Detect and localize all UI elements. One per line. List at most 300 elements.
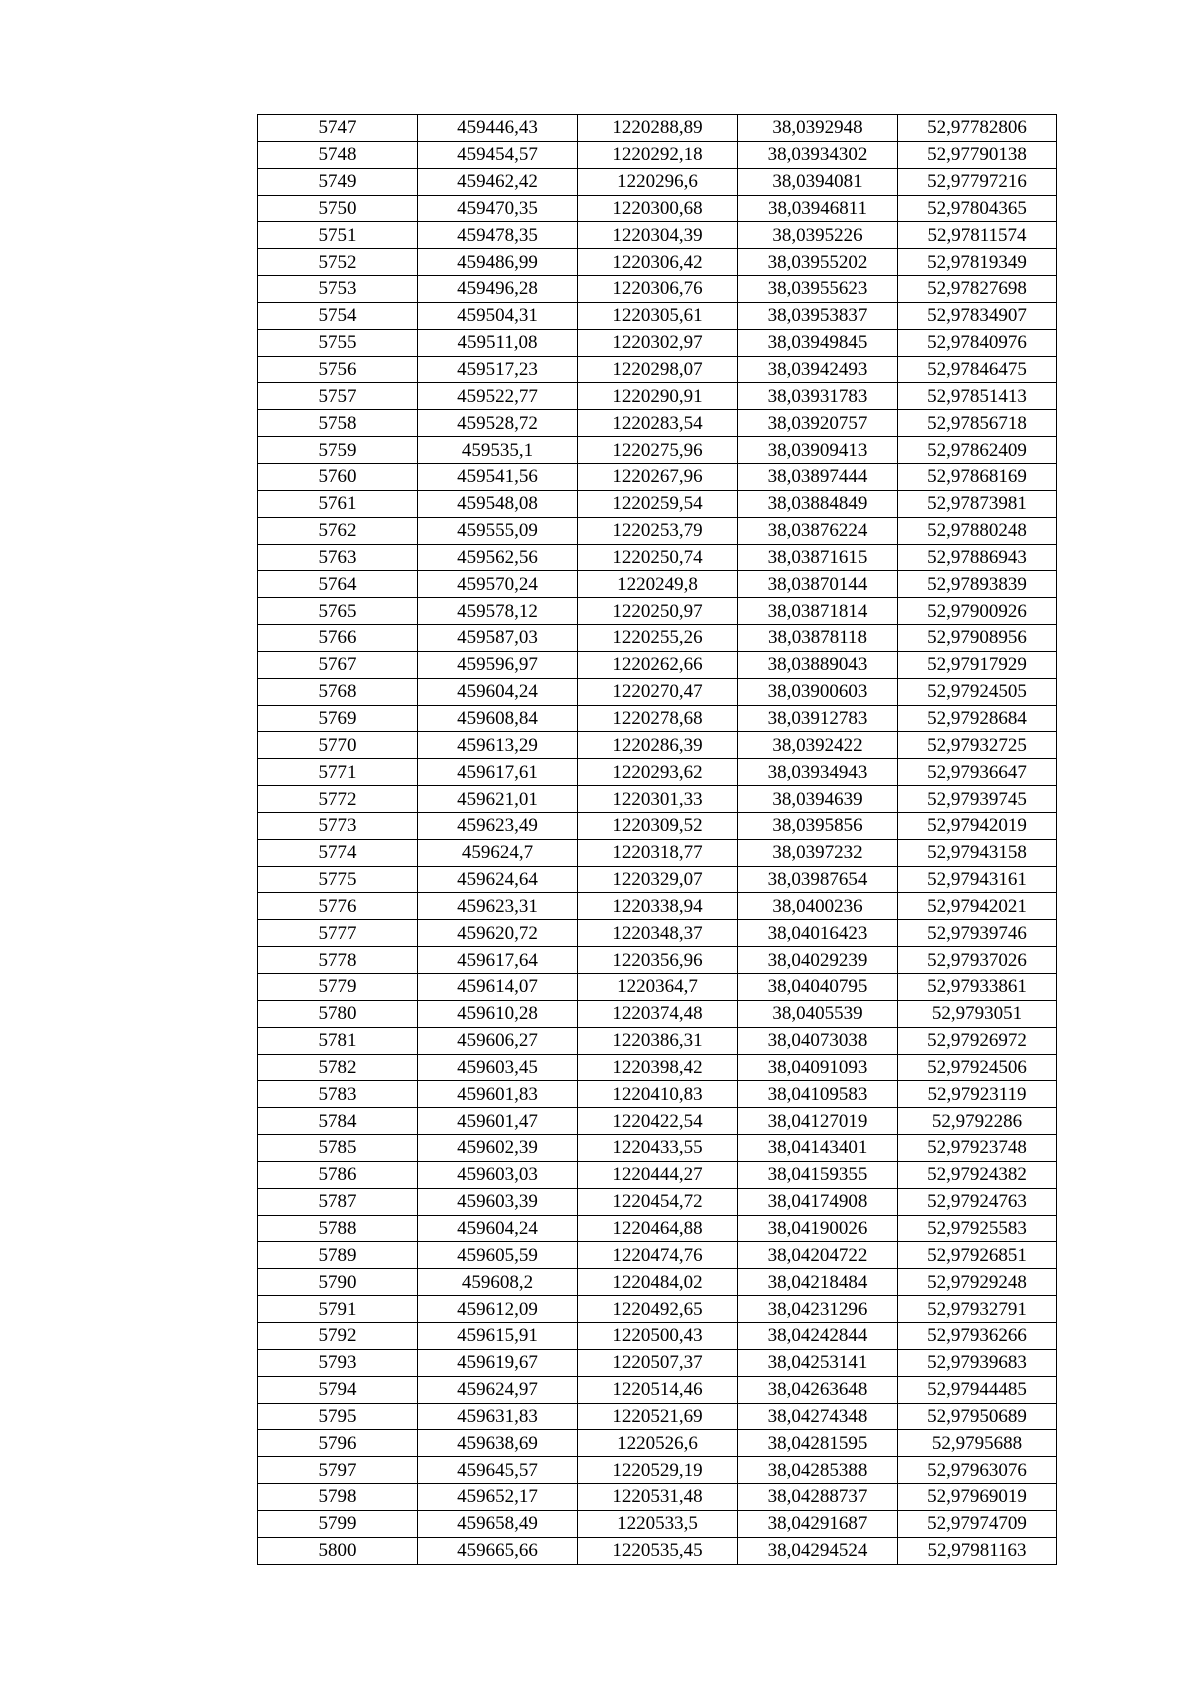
point-number-cell: 5761 xyxy=(258,490,418,517)
table-row xyxy=(258,1269,1057,1296)
table-row xyxy=(258,410,1057,437)
longitude-cell: 38,03912783 xyxy=(738,705,898,732)
x-coordinate-cell: 459621,01 xyxy=(418,786,578,813)
longitude-cell: 38,04291687 xyxy=(738,1510,898,1537)
latitude-cell: 52,9792286 xyxy=(898,1108,1057,1135)
y-coordinate-cell: 1220398,42 xyxy=(578,1054,738,1081)
longitude-cell: 38,0395226 xyxy=(738,222,898,249)
point-number-cell: 5747 xyxy=(258,115,418,142)
longitude-cell: 38,03953837 xyxy=(738,302,898,329)
y-coordinate-cell: 1220293,62 xyxy=(578,759,738,786)
latitude-cell: 52,97963076 xyxy=(898,1457,1057,1484)
table-body xyxy=(258,115,1057,1565)
table-row xyxy=(258,249,1057,276)
y-coordinate-cell: 1220348,37 xyxy=(578,920,738,947)
table-row xyxy=(258,168,1057,195)
table-row xyxy=(258,974,1057,1001)
longitude-cell: 38,04143401 xyxy=(738,1135,898,1162)
y-coordinate-cell: 1220526,6 xyxy=(578,1430,738,1457)
latitude-cell: 52,9793051 xyxy=(898,1000,1057,1027)
longitude-cell: 38,04231296 xyxy=(738,1296,898,1323)
longitude-cell: 38,04040795 xyxy=(738,974,898,1001)
x-coordinate-cell: 459596,97 xyxy=(418,651,578,678)
table-row xyxy=(258,1322,1057,1349)
longitude-cell: 38,04073038 xyxy=(738,1027,898,1054)
x-coordinate-cell: 459548,08 xyxy=(418,490,578,517)
table-row xyxy=(258,1135,1057,1162)
point-number-cell: 5766 xyxy=(258,625,418,652)
x-coordinate-cell: 459624,97 xyxy=(418,1376,578,1403)
table-row xyxy=(258,329,1057,356)
longitude-cell: 38,0397232 xyxy=(738,839,898,866)
point-number-cell: 5768 xyxy=(258,678,418,705)
table-row xyxy=(258,1457,1057,1484)
latitude-cell: 52,97917929 xyxy=(898,651,1057,678)
point-number-cell: 5784 xyxy=(258,1108,418,1135)
x-coordinate-cell: 459612,09 xyxy=(418,1296,578,1323)
y-coordinate-cell: 1220298,07 xyxy=(578,356,738,383)
x-coordinate-cell: 459608,84 xyxy=(418,705,578,732)
latitude-cell: 52,97900926 xyxy=(898,598,1057,625)
table-row xyxy=(258,1349,1057,1376)
table-row xyxy=(258,463,1057,490)
table-row xyxy=(258,302,1057,329)
x-coordinate-cell: 459601,83 xyxy=(418,1081,578,1108)
x-coordinate-cell: 459623,31 xyxy=(418,893,578,920)
y-coordinate-cell: 1220250,97 xyxy=(578,598,738,625)
y-coordinate-cell: 1220464,88 xyxy=(578,1215,738,1242)
longitude-cell: 38,04288737 xyxy=(738,1484,898,1511)
y-coordinate-cell: 1220283,54 xyxy=(578,410,738,437)
x-coordinate-cell: 459562,56 xyxy=(418,544,578,571)
table-row xyxy=(258,1161,1057,1188)
y-coordinate-cell: 1220474,76 xyxy=(578,1242,738,1269)
latitude-cell: 52,97827698 xyxy=(898,276,1057,303)
longitude-cell: 38,04016423 xyxy=(738,920,898,947)
y-coordinate-cell: 1220533,5 xyxy=(578,1510,738,1537)
y-coordinate-cell: 1220292,18 xyxy=(578,141,738,168)
point-number-cell: 5762 xyxy=(258,517,418,544)
point-number-cell: 5783 xyxy=(258,1081,418,1108)
latitude-cell: 52,97819349 xyxy=(898,249,1057,276)
point-number-cell: 5790 xyxy=(258,1269,418,1296)
table-row xyxy=(258,195,1057,222)
latitude-cell: 52,97873981 xyxy=(898,490,1057,517)
point-number-cell: 5750 xyxy=(258,195,418,222)
table-row xyxy=(258,947,1057,974)
latitude-cell: 52,97928684 xyxy=(898,705,1057,732)
x-coordinate-cell: 459605,59 xyxy=(418,1242,578,1269)
latitude-cell: 52,97932725 xyxy=(898,732,1057,759)
latitude-cell: 52,97924763 xyxy=(898,1188,1057,1215)
table-row xyxy=(258,383,1057,410)
y-coordinate-cell: 1220270,47 xyxy=(578,678,738,705)
y-coordinate-cell: 1220444,27 xyxy=(578,1161,738,1188)
table-row xyxy=(258,1510,1057,1537)
point-number-cell: 5776 xyxy=(258,893,418,920)
x-coordinate-cell: 459535,1 xyxy=(418,437,578,464)
y-coordinate-cell: 1220356,96 xyxy=(578,947,738,974)
x-coordinate-cell: 459517,23 xyxy=(418,356,578,383)
table-row xyxy=(258,437,1057,464)
table-row xyxy=(258,222,1057,249)
latitude-cell: 52,97924505 xyxy=(898,678,1057,705)
x-coordinate-cell: 459608,2 xyxy=(418,1269,578,1296)
x-coordinate-cell: 459496,28 xyxy=(418,276,578,303)
point-number-cell: 5774 xyxy=(258,839,418,866)
point-number-cell: 5759 xyxy=(258,437,418,464)
x-coordinate-cell: 459624,7 xyxy=(418,839,578,866)
table-row xyxy=(258,732,1057,759)
point-number-cell: 5763 xyxy=(258,544,418,571)
latitude-cell: 52,97880248 xyxy=(898,517,1057,544)
table-row xyxy=(258,759,1057,786)
y-coordinate-cell: 1220386,31 xyxy=(578,1027,738,1054)
latitude-cell: 52,97937026 xyxy=(898,947,1057,974)
x-coordinate-cell: 459504,31 xyxy=(418,302,578,329)
latitude-cell: 52,97925583 xyxy=(898,1215,1057,1242)
y-coordinate-cell: 1220296,6 xyxy=(578,168,738,195)
longitude-cell: 38,0392422 xyxy=(738,732,898,759)
point-number-cell: 5791 xyxy=(258,1296,418,1323)
y-coordinate-cell: 1220304,39 xyxy=(578,222,738,249)
point-number-cell: 5796 xyxy=(258,1430,418,1457)
point-number-cell: 5767 xyxy=(258,651,418,678)
longitude-cell: 38,04218484 xyxy=(738,1269,898,1296)
point-number-cell: 5754 xyxy=(258,302,418,329)
longitude-cell: 38,0405539 xyxy=(738,1000,898,1027)
x-coordinate-cell: 459446,43 xyxy=(418,115,578,142)
point-number-cell: 5773 xyxy=(258,812,418,839)
latitude-cell: 52,97943158 xyxy=(898,839,1057,866)
longitude-cell: 38,03897444 xyxy=(738,463,898,490)
table-row xyxy=(258,839,1057,866)
y-coordinate-cell: 1220514,46 xyxy=(578,1376,738,1403)
latitude-cell: 52,97936647 xyxy=(898,759,1057,786)
latitude-cell: 52,97811574 xyxy=(898,222,1057,249)
table-row xyxy=(258,893,1057,920)
latitude-cell: 52,97846475 xyxy=(898,356,1057,383)
table-row xyxy=(258,1430,1057,1457)
y-coordinate-cell: 1220259,54 xyxy=(578,490,738,517)
x-coordinate-cell: 459604,24 xyxy=(418,678,578,705)
y-coordinate-cell: 1220275,96 xyxy=(578,437,738,464)
table-row xyxy=(258,1000,1057,1027)
y-coordinate-cell: 1220500,43 xyxy=(578,1322,738,1349)
y-coordinate-cell: 1220484,02 xyxy=(578,1269,738,1296)
x-coordinate-cell: 459601,47 xyxy=(418,1108,578,1135)
latitude-cell: 52,97933861 xyxy=(898,974,1057,1001)
point-number-cell: 5777 xyxy=(258,920,418,947)
point-number-cell: 5782 xyxy=(258,1054,418,1081)
table-row xyxy=(258,786,1057,813)
y-coordinate-cell: 1220278,68 xyxy=(578,705,738,732)
x-coordinate-cell: 459658,49 xyxy=(418,1510,578,1537)
longitude-cell: 38,03876224 xyxy=(738,517,898,544)
x-coordinate-cell: 459615,91 xyxy=(418,1322,578,1349)
point-number-cell: 5799 xyxy=(258,1510,418,1537)
x-coordinate-cell: 459603,39 xyxy=(418,1188,578,1215)
table-row xyxy=(258,1403,1057,1430)
x-coordinate-cell: 459610,28 xyxy=(418,1000,578,1027)
table-row xyxy=(258,812,1057,839)
point-number-cell: 5770 xyxy=(258,732,418,759)
latitude-cell: 52,97908956 xyxy=(898,625,1057,652)
longitude-cell: 38,03949845 xyxy=(738,329,898,356)
x-coordinate-cell: 459528,72 xyxy=(418,410,578,437)
point-number-cell: 5760 xyxy=(258,463,418,490)
longitude-cell: 38,03871615 xyxy=(738,544,898,571)
table-row xyxy=(258,571,1057,598)
y-coordinate-cell: 1220364,7 xyxy=(578,974,738,1001)
x-coordinate-cell: 459570,24 xyxy=(418,571,578,598)
longitude-cell: 38,03955623 xyxy=(738,276,898,303)
y-coordinate-cell: 1220531,48 xyxy=(578,1484,738,1511)
x-coordinate-cell: 459620,72 xyxy=(418,920,578,947)
x-coordinate-cell: 459603,45 xyxy=(418,1054,578,1081)
point-number-cell: 5798 xyxy=(258,1484,418,1511)
y-coordinate-cell: 1220433,55 xyxy=(578,1135,738,1162)
point-number-cell: 5749 xyxy=(258,168,418,195)
table-row xyxy=(258,1054,1057,1081)
latitude-cell: 52,97926972 xyxy=(898,1027,1057,1054)
longitude-cell: 38,03920757 xyxy=(738,410,898,437)
table-row xyxy=(258,866,1057,893)
point-number-cell: 5758 xyxy=(258,410,418,437)
y-coordinate-cell: 1220253,79 xyxy=(578,517,738,544)
longitude-cell: 38,04204722 xyxy=(738,1242,898,1269)
latitude-cell: 52,97924506 xyxy=(898,1054,1057,1081)
latitude-cell: 52,97942021 xyxy=(898,893,1057,920)
x-coordinate-cell: 459486,99 xyxy=(418,249,578,276)
x-coordinate-cell: 459587,03 xyxy=(418,625,578,652)
x-coordinate-cell: 459470,35 xyxy=(418,195,578,222)
y-coordinate-cell: 1220374,48 xyxy=(578,1000,738,1027)
longitude-cell: 38,0392948 xyxy=(738,115,898,142)
latitude-cell: 52,97929248 xyxy=(898,1269,1057,1296)
point-number-cell: 5788 xyxy=(258,1215,418,1242)
latitude-cell: 52,97790138 xyxy=(898,141,1057,168)
table-row xyxy=(258,1215,1057,1242)
point-number-cell: 5755 xyxy=(258,329,418,356)
point-number-cell: 5771 xyxy=(258,759,418,786)
table-row xyxy=(258,1376,1057,1403)
y-coordinate-cell: 1220535,45 xyxy=(578,1537,738,1564)
latitude-cell: 52,97893839 xyxy=(898,571,1057,598)
x-coordinate-cell: 459652,17 xyxy=(418,1484,578,1511)
y-coordinate-cell: 1220267,96 xyxy=(578,463,738,490)
y-coordinate-cell: 1220300,68 xyxy=(578,195,738,222)
longitude-cell: 38,03884849 xyxy=(738,490,898,517)
table-row xyxy=(258,115,1057,142)
latitude-cell: 52,97834907 xyxy=(898,302,1057,329)
y-coordinate-cell: 1220262,66 xyxy=(578,651,738,678)
point-number-cell: 5793 xyxy=(258,1349,418,1376)
latitude-cell: 52,97926851 xyxy=(898,1242,1057,1269)
table-row xyxy=(258,678,1057,705)
table-row xyxy=(258,356,1057,383)
y-coordinate-cell: 1220318,77 xyxy=(578,839,738,866)
latitude-cell: 52,97939746 xyxy=(898,920,1057,947)
point-number-cell: 5795 xyxy=(258,1403,418,1430)
x-coordinate-cell: 459645,57 xyxy=(418,1457,578,1484)
y-coordinate-cell: 1220410,83 xyxy=(578,1081,738,1108)
point-number-cell: 5765 xyxy=(258,598,418,625)
longitude-cell: 38,03870144 xyxy=(738,571,898,598)
y-coordinate-cell: 1220250,74 xyxy=(578,544,738,571)
table-row xyxy=(258,651,1057,678)
x-coordinate-cell: 459606,27 xyxy=(418,1027,578,1054)
y-coordinate-cell: 1220306,42 xyxy=(578,249,738,276)
latitude-cell: 52,97936266 xyxy=(898,1322,1057,1349)
y-coordinate-cell: 1220305,61 xyxy=(578,302,738,329)
table-row xyxy=(258,1081,1057,1108)
latitude-cell: 52,97939745 xyxy=(898,786,1057,813)
longitude-cell: 38,0394081 xyxy=(738,168,898,195)
x-coordinate-cell: 459631,83 xyxy=(418,1403,578,1430)
point-number-cell: 5772 xyxy=(258,786,418,813)
longitude-cell: 38,0394639 xyxy=(738,786,898,813)
x-coordinate-cell: 459617,64 xyxy=(418,947,578,974)
x-coordinate-cell: 459522,77 xyxy=(418,383,578,410)
longitude-cell: 38,04253141 xyxy=(738,1349,898,1376)
table-row xyxy=(258,517,1057,544)
point-number-cell: 5792 xyxy=(258,1322,418,1349)
latitude-cell: 52,97943161 xyxy=(898,866,1057,893)
x-coordinate-cell: 459511,08 xyxy=(418,329,578,356)
longitude-cell: 38,03987654 xyxy=(738,866,898,893)
longitude-cell: 38,04091093 xyxy=(738,1054,898,1081)
y-coordinate-cell: 1220309,52 xyxy=(578,812,738,839)
y-coordinate-cell: 1220301,33 xyxy=(578,786,738,813)
longitude-cell: 38,03942493 xyxy=(738,356,898,383)
table-row xyxy=(258,544,1057,571)
y-coordinate-cell: 1220521,69 xyxy=(578,1403,738,1430)
x-coordinate-cell: 459555,09 xyxy=(418,517,578,544)
y-coordinate-cell: 1220329,07 xyxy=(578,866,738,893)
x-coordinate-cell: 459578,12 xyxy=(418,598,578,625)
longitude-cell: 38,04127019 xyxy=(738,1108,898,1135)
latitude-cell: 52,97939683 xyxy=(898,1349,1057,1376)
y-coordinate-cell: 1220290,91 xyxy=(578,383,738,410)
point-number-cell: 5786 xyxy=(258,1161,418,1188)
longitude-cell: 38,04242844 xyxy=(738,1322,898,1349)
latitude-cell: 52,97942019 xyxy=(898,812,1057,839)
point-number-cell: 5780 xyxy=(258,1000,418,1027)
table-row xyxy=(258,598,1057,625)
x-coordinate-cell: 459604,24 xyxy=(418,1215,578,1242)
y-coordinate-cell: 1220492,65 xyxy=(578,1296,738,1323)
point-number-cell: 5764 xyxy=(258,571,418,598)
latitude-cell: 52,97797216 xyxy=(898,168,1057,195)
point-number-cell: 5757 xyxy=(258,383,418,410)
longitude-cell: 38,03909413 xyxy=(738,437,898,464)
y-coordinate-cell: 1220255,26 xyxy=(578,625,738,652)
latitude-cell: 52,97924382 xyxy=(898,1161,1057,1188)
longitude-cell: 38,04281595 xyxy=(738,1430,898,1457)
longitude-cell: 38,03955202 xyxy=(738,249,898,276)
x-coordinate-cell: 459619,67 xyxy=(418,1349,578,1376)
longitude-cell: 38,04029239 xyxy=(738,947,898,974)
x-coordinate-cell: 459603,03 xyxy=(418,1161,578,1188)
latitude-cell: 52,97851413 xyxy=(898,383,1057,410)
x-coordinate-cell: 459665,66 xyxy=(418,1537,578,1564)
point-number-cell: 5785 xyxy=(258,1135,418,1162)
longitude-cell: 38,03934302 xyxy=(738,141,898,168)
x-coordinate-cell: 459541,56 xyxy=(418,463,578,490)
latitude-cell: 52,97804365 xyxy=(898,195,1057,222)
table-row xyxy=(258,1242,1057,1269)
table-row xyxy=(258,1537,1057,1564)
x-coordinate-cell: 459462,42 xyxy=(418,168,578,195)
longitude-cell: 38,04190026 xyxy=(738,1215,898,1242)
x-coordinate-cell: 459624,64 xyxy=(418,866,578,893)
longitude-cell: 38,04285388 xyxy=(738,1457,898,1484)
table-row xyxy=(258,141,1057,168)
table-row xyxy=(258,1188,1057,1215)
y-coordinate-cell: 1220507,37 xyxy=(578,1349,738,1376)
x-coordinate-cell: 459623,49 xyxy=(418,812,578,839)
point-number-cell: 5779 xyxy=(258,974,418,1001)
latitude-cell: 52,97969019 xyxy=(898,1484,1057,1511)
latitude-cell: 52,97981163 xyxy=(898,1537,1057,1564)
longitude-cell: 38,03871814 xyxy=(738,598,898,625)
longitude-cell: 38,0400236 xyxy=(738,893,898,920)
longitude-cell: 38,04263648 xyxy=(738,1376,898,1403)
table-row xyxy=(258,1027,1057,1054)
longitude-cell: 38,04174908 xyxy=(738,1188,898,1215)
point-number-cell: 5753 xyxy=(258,276,418,303)
x-coordinate-cell: 459617,61 xyxy=(418,759,578,786)
y-coordinate-cell: 1220288,89 xyxy=(578,115,738,142)
x-coordinate-cell: 459614,07 xyxy=(418,974,578,1001)
table-row xyxy=(258,1108,1057,1135)
longitude-cell: 38,03946811 xyxy=(738,195,898,222)
table-row xyxy=(258,625,1057,652)
point-number-cell: 5756 xyxy=(258,356,418,383)
latitude-cell: 52,97886943 xyxy=(898,544,1057,571)
longitude-cell: 38,03900603 xyxy=(738,678,898,705)
longitude-cell: 38,04274348 xyxy=(738,1403,898,1430)
y-coordinate-cell: 1220286,39 xyxy=(578,732,738,759)
table-row xyxy=(258,705,1057,732)
y-coordinate-cell: 1220306,76 xyxy=(578,276,738,303)
point-number-cell: 5751 xyxy=(258,222,418,249)
x-coordinate-cell: 459602,39 xyxy=(418,1135,578,1162)
point-number-cell: 5752 xyxy=(258,249,418,276)
latitude-cell: 52,97840976 xyxy=(898,329,1057,356)
x-coordinate-cell: 459613,29 xyxy=(418,732,578,759)
table-row xyxy=(258,1296,1057,1323)
y-coordinate-cell: 1220338,94 xyxy=(578,893,738,920)
longitude-cell: 38,04109583 xyxy=(738,1081,898,1108)
x-coordinate-cell: 459454,57 xyxy=(418,141,578,168)
longitude-cell: 38,0395856 xyxy=(738,812,898,839)
latitude-cell: 52,97944485 xyxy=(898,1376,1057,1403)
y-coordinate-cell: 1220302,97 xyxy=(578,329,738,356)
point-number-cell: 5775 xyxy=(258,866,418,893)
table-row xyxy=(258,490,1057,517)
y-coordinate-cell: 1220529,19 xyxy=(578,1457,738,1484)
point-number-cell: 5800 xyxy=(258,1537,418,1564)
longitude-cell: 38,03931783 xyxy=(738,383,898,410)
y-coordinate-cell: 1220454,72 xyxy=(578,1188,738,1215)
latitude-cell: 52,9795688 xyxy=(898,1430,1057,1457)
table-row xyxy=(258,1484,1057,1511)
latitude-cell: 52,97862409 xyxy=(898,437,1057,464)
latitude-cell: 52,97950689 xyxy=(898,1403,1057,1430)
longitude-cell: 38,03889043 xyxy=(738,651,898,678)
